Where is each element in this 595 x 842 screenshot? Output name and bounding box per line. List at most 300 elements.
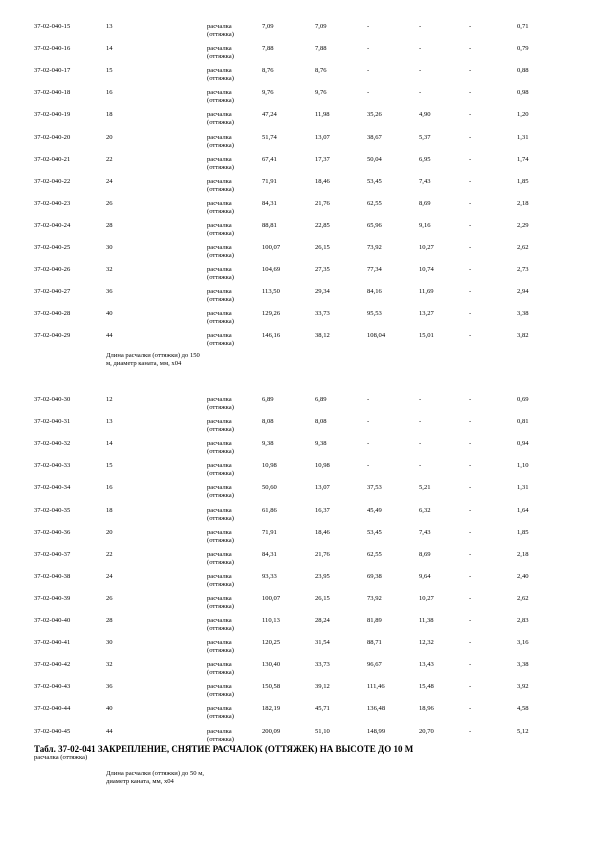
cell-v5: - xyxy=(469,418,472,426)
cell-unit: расчалка (оттяжка) xyxy=(207,440,234,456)
cell-v1: 84,31 xyxy=(262,199,277,207)
table-subtitle: расчалка (оттяжка) xyxy=(34,754,88,761)
table-row xyxy=(0,639,595,661)
cell-v2: 18,46 xyxy=(315,528,330,536)
cell-v4: - xyxy=(419,67,422,75)
cell-unit: расчалка (оттяжка) xyxy=(207,332,234,348)
cell-v6: 1,31 xyxy=(517,484,529,492)
cell-v6: 1,64 xyxy=(517,506,529,514)
cell-v4: 7,43 xyxy=(419,528,431,536)
table-row xyxy=(0,332,595,354)
table-row xyxy=(0,156,595,178)
cell-v6: 1,20 xyxy=(517,111,529,119)
cell-v3: 73,92 xyxy=(367,594,382,602)
cell-v4: - xyxy=(419,462,422,470)
cell-unit: расчалка (оттяжка) xyxy=(207,199,234,215)
cell-v4: 10,27 xyxy=(419,244,434,251)
cell-code: 37-02-040-41 xyxy=(34,639,71,647)
cell-v5: - xyxy=(469,332,472,340)
cell-d: 24 xyxy=(106,177,113,185)
table-row xyxy=(0,661,595,683)
cell-v6: 2,18 xyxy=(517,199,529,207)
cell-code: 37-02-040-19 xyxy=(34,111,71,119)
cell-v6: 3,38 xyxy=(517,310,529,318)
cell-v4: 5,37 xyxy=(419,133,431,141)
cell-v2: 21,76 xyxy=(315,550,330,558)
cell-v2: 39,12 xyxy=(315,683,330,691)
cell-v3: 108,04 xyxy=(367,332,386,340)
table-row xyxy=(0,310,595,332)
cell-d: 20 xyxy=(106,528,113,536)
cell-unit: расчалка (оттяжка) xyxy=(207,23,234,38)
cell-v2: 16,37 xyxy=(315,506,330,514)
table-row xyxy=(0,396,595,418)
cell-v1: 104,69 xyxy=(262,266,281,274)
cell-v2: 13,07 xyxy=(315,484,330,492)
cell-unit: расчалка (оттяжка) xyxy=(207,462,234,478)
cell-v4: 11,69 xyxy=(419,288,434,296)
cell-v2: 10,98 xyxy=(315,462,330,470)
table-row xyxy=(0,45,595,67)
cell-v6: 0,98 xyxy=(517,89,529,97)
cell-d: 26 xyxy=(106,594,113,602)
cell-v3: - xyxy=(367,23,370,30)
cell-d: 28 xyxy=(106,221,113,229)
cell-d: 13 xyxy=(106,418,113,426)
cell-v6: 2,29 xyxy=(517,221,529,229)
cell-v4: 18,96 xyxy=(419,705,434,713)
cell-code: 37-02-040-35 xyxy=(34,506,71,514)
cell-v2: 7,09 xyxy=(315,23,327,30)
cell-d: 16 xyxy=(106,89,113,97)
cell-v1: 84,31 xyxy=(262,550,277,558)
cell-unit: расчалка (оттяжка) xyxy=(207,661,234,677)
cell-v5: - xyxy=(469,528,472,536)
cell-v2: 22,85 xyxy=(315,221,330,229)
cell-v6: 1,74 xyxy=(517,155,529,163)
cell-v4: - xyxy=(419,45,422,53)
cell-v2: 38,12 xyxy=(315,332,330,340)
cell-v2: 7,88 xyxy=(315,45,327,53)
cell-v4: 9,16 xyxy=(419,221,431,229)
cell-v5: - xyxy=(469,617,472,624)
cell-v4: 11,38 xyxy=(419,617,434,624)
cell-d: 14 xyxy=(106,440,113,448)
cell-v5: - xyxy=(469,484,472,492)
cell-v5: - xyxy=(469,727,472,735)
cell-v1: 71,91 xyxy=(262,528,277,536)
cell-d: 13 xyxy=(106,23,113,30)
cell-v1: 110,13 xyxy=(262,617,280,624)
cell-v4: 5,21 xyxy=(419,484,431,492)
cell-d: 32 xyxy=(106,266,113,274)
cell-d: 44 xyxy=(106,727,113,735)
cell-v5: - xyxy=(469,244,472,251)
cell-code: 37-02-040-25 xyxy=(34,244,71,251)
cell-v6: 0,71 xyxy=(517,23,529,30)
table-row xyxy=(0,683,595,705)
cell-v6: 3,16 xyxy=(517,639,529,647)
cell-unit: расчалка (оттяжка) xyxy=(207,244,234,259)
cell-v5: - xyxy=(469,266,472,274)
table-row xyxy=(0,23,595,45)
cell-code: 37-02-040-23 xyxy=(34,199,71,207)
cell-code: 37-02-040-37 xyxy=(34,550,71,558)
cell-v1: 9,38 xyxy=(262,440,274,448)
cell-v4: 12,32 xyxy=(419,639,434,647)
cell-v1: 93,33 xyxy=(262,572,277,580)
cell-code: 37-02-040-30 xyxy=(34,396,71,403)
cell-v1: 7,88 xyxy=(262,45,274,53)
cell-d: 36 xyxy=(106,683,113,691)
cell-v5: - xyxy=(469,705,472,713)
cell-v1: 129,26 xyxy=(262,310,281,318)
cell-v2: 9,38 xyxy=(315,440,327,448)
cell-v2: 9,76 xyxy=(315,89,327,97)
cell-v3: 37,53 xyxy=(367,484,382,492)
cell-v3: 53,45 xyxy=(367,528,382,536)
cell-code: 37-02-040-36 xyxy=(34,528,71,536)
cell-v5: - xyxy=(469,639,472,647)
cell-v6: 0,69 xyxy=(517,396,529,403)
cell-v3: 73,92 xyxy=(367,244,382,251)
cell-unit: расчалка (оттяжка) xyxy=(207,506,234,522)
cell-v2: 45,71 xyxy=(315,705,330,713)
cell-code: 37-02-040-29 xyxy=(34,332,71,340)
cell-v6: 3,82 xyxy=(517,332,529,340)
cell-v1: 61,86 xyxy=(262,506,277,514)
table-row xyxy=(0,507,595,529)
table-row xyxy=(0,222,595,244)
cell-v3: 62,55 xyxy=(367,550,382,558)
cell-v2: 33,73 xyxy=(315,310,330,318)
cell-v4: - xyxy=(419,418,422,426)
cell-v3: 62,55 xyxy=(367,199,382,207)
cell-code: 37-02-040-26 xyxy=(34,266,71,274)
cell-v2: 18,46 xyxy=(315,177,330,185)
table-row xyxy=(0,244,595,266)
cell-d: 18 xyxy=(106,506,113,514)
cell-v4: - xyxy=(419,440,422,448)
cell-v5: - xyxy=(469,199,472,207)
cell-v6: 2,40 xyxy=(517,572,529,580)
cell-v3: - xyxy=(367,45,370,53)
cell-unit: расчалка (оттяжка) xyxy=(207,617,234,632)
cell-d: 24 xyxy=(106,572,113,580)
cell-v6: 2,94 xyxy=(517,288,529,296)
cell-v3: 65,96 xyxy=(367,221,382,229)
cell-unit: расчалка (оттяжка) xyxy=(207,528,234,544)
table-row xyxy=(0,617,595,639)
cell-v2: 17,37 xyxy=(315,155,330,163)
cell-code: 37-02-040-44 xyxy=(34,705,71,713)
cell-v2: 28,24 xyxy=(315,617,330,624)
cell-d: 32 xyxy=(106,661,113,669)
cell-v6: 1,85 xyxy=(517,528,529,536)
cell-d: 28 xyxy=(106,617,113,624)
cell-v3: - xyxy=(367,418,370,426)
cell-v5: - xyxy=(469,177,472,185)
cell-v5: - xyxy=(469,440,472,448)
cell-v3: 148,99 xyxy=(367,727,386,735)
cell-v3: 38,67 xyxy=(367,133,382,141)
cell-unit: расчалка (оттяжка) xyxy=(207,639,234,655)
cell-code: 37-02-040-22 xyxy=(34,177,71,185)
cell-v5: - xyxy=(469,572,472,580)
table-row xyxy=(0,705,595,727)
table-row xyxy=(0,67,595,89)
cell-d: 15 xyxy=(106,462,113,470)
table-row xyxy=(0,288,595,310)
cell-v6: 5,12 xyxy=(517,727,529,735)
cell-unit: расчалка (оттяжка) xyxy=(207,572,234,588)
cell-v3: 111,46 xyxy=(367,683,385,691)
cell-v1: 130,40 xyxy=(262,661,281,669)
section-note-150m: Длина расчалки (оттяжки) до 150 м, диаметр каната, мм, х04 xyxy=(106,352,200,367)
cell-v3: - xyxy=(367,462,370,470)
cell-v1: 9,76 xyxy=(262,89,274,97)
cell-v4: 6,95 xyxy=(419,155,431,163)
table-row xyxy=(0,200,595,222)
cell-v5: - xyxy=(469,550,472,558)
cell-v6: 0,94 xyxy=(517,440,529,448)
cell-code: 37-02-040-39 xyxy=(34,594,71,602)
cell-v6: 2,62 xyxy=(517,594,529,602)
cell-unit: расчалка (оттяжка) xyxy=(207,594,234,610)
cell-v4: 20,70 xyxy=(419,727,434,735)
cell-code: 37-02-040-40 xyxy=(34,617,71,624)
cell-v4: 10,74 xyxy=(419,266,434,274)
cell-v3: 69,38 xyxy=(367,572,382,580)
cell-d: 14 xyxy=(106,45,113,53)
cell-v5: - xyxy=(469,506,472,514)
cell-v3: 77,34 xyxy=(367,266,382,274)
cell-v3: 96,67 xyxy=(367,661,382,669)
cell-v4: 15,48 xyxy=(419,683,434,691)
cell-v4: 6,32 xyxy=(419,506,431,514)
cell-v5: - xyxy=(469,310,472,318)
cell-v5: - xyxy=(469,23,472,30)
cell-v3: 84,16 xyxy=(367,288,382,296)
cell-v2: 26,15 xyxy=(315,594,330,602)
cell-code: 37-02-040-17 xyxy=(34,67,71,75)
cell-d: 26 xyxy=(106,199,113,207)
cell-v6: 1,85 xyxy=(517,177,529,185)
cell-unit: расчалка (оттяжка) xyxy=(207,89,234,105)
cell-v2: 21,76 xyxy=(315,199,330,207)
cell-v4: - xyxy=(419,23,422,30)
cell-code: 37-02-040-43 xyxy=(34,683,71,691)
table-row xyxy=(0,462,595,484)
cell-d: 36 xyxy=(106,288,113,296)
cell-v1: 113,50 xyxy=(262,288,280,296)
cell-v4: 13,27 xyxy=(419,310,434,318)
cell-unit: расчалка (оттяжка) xyxy=(207,177,234,193)
cell-code: 37-02-040-32 xyxy=(34,440,71,448)
cell-v3: 88,71 xyxy=(367,639,382,647)
cell-d: 20 xyxy=(106,133,113,141)
cell-v6: 3,38 xyxy=(517,661,529,669)
cell-code: 37-02-040-31 xyxy=(34,418,71,426)
cell-v1: 100,07 xyxy=(262,244,281,251)
cell-v6: 0,88 xyxy=(517,67,529,75)
cell-code: 37-02-040-21 xyxy=(34,155,71,163)
cell-v5: - xyxy=(469,111,472,119)
cell-v6: 0,79 xyxy=(517,45,529,53)
cell-v2: 8,76 xyxy=(315,67,327,75)
cell-v2: 51,10 xyxy=(315,727,330,735)
cell-v5: - xyxy=(469,89,472,97)
table-row xyxy=(0,551,595,573)
table-row xyxy=(0,266,595,288)
cell-code: 37-02-040-24 xyxy=(34,221,71,229)
cell-v6: 4,58 xyxy=(517,705,529,713)
cell-v1: 6,89 xyxy=(262,396,274,403)
cell-v2: 13,07 xyxy=(315,133,330,141)
cell-v2: 23,95 xyxy=(315,572,330,580)
cell-v4: 13,43 xyxy=(419,661,434,669)
cell-v2: 6,89 xyxy=(315,396,327,403)
table-row xyxy=(0,134,595,156)
cell-code: 37-02-040-18 xyxy=(34,89,71,97)
cell-v4: 8,69 xyxy=(419,550,431,558)
cell-v1: 146,16 xyxy=(262,332,281,340)
cell-v4: 15,01 xyxy=(419,332,434,340)
cell-v2: 31,54 xyxy=(315,639,330,647)
cell-d: 22 xyxy=(106,155,113,163)
cell-v3: 50,04 xyxy=(367,155,382,163)
cell-unit: расчалка (оттяжка) xyxy=(207,221,234,237)
cell-v1: 200,09 xyxy=(262,727,281,735)
cell-code: 37-02-040-15 xyxy=(34,23,71,30)
cell-code: 37-02-040-27 xyxy=(34,288,71,296)
cell-unit: расчалка (оттяжка) xyxy=(207,550,234,566)
cell-v5: - xyxy=(469,594,472,602)
cell-unit: расчалка (оттяжка) xyxy=(207,418,234,434)
cell-v5: - xyxy=(469,45,472,53)
cell-v5: - xyxy=(469,462,472,470)
table-row xyxy=(0,484,595,506)
table-title: Табл. 37-02-041 ЗАКРЕПЛЕНИЕ, СНЯТИЕ РАСЧАЛОК (ОТТЯЖЕК) НА ВЫСОТЕ ДО 10 М xyxy=(34,744,414,754)
cell-code: 37-02-040-33 xyxy=(34,462,71,470)
table-row xyxy=(0,573,595,595)
cell-v1: 10,98 xyxy=(262,462,277,470)
cell-v6: 2,18 xyxy=(517,550,529,558)
cell-unit: расчалка (оттяжка) xyxy=(207,111,234,127)
cell-d: 12 xyxy=(106,396,113,403)
cell-v6: 2,73 xyxy=(517,266,529,274)
cell-v5: - xyxy=(469,155,472,163)
cell-v2: 8,08 xyxy=(315,418,327,426)
cell-unit: расчалка (оттяжка) xyxy=(207,288,234,304)
cell-v1: 182,19 xyxy=(262,705,281,713)
cell-v4: 4,90 xyxy=(419,111,431,119)
cell-v5: - xyxy=(469,67,472,75)
cell-unit: расчалка (оттяжка) xyxy=(207,705,234,721)
cell-unit: расчалка (оттяжка) xyxy=(207,45,234,61)
cell-v6: 1,10 xyxy=(517,462,529,470)
cell-unit: расчалка (оттяжка) xyxy=(207,484,234,500)
cell-v5: - xyxy=(469,133,472,141)
cell-v1: 67,41 xyxy=(262,155,277,163)
cell-v4: 7,43 xyxy=(419,177,431,185)
cell-v3: - xyxy=(367,89,370,97)
cell-v5: - xyxy=(469,661,472,669)
cell-v5: - xyxy=(469,683,472,691)
cell-d: 30 xyxy=(106,639,113,647)
cell-d: 18 xyxy=(106,111,113,119)
table-row xyxy=(0,418,595,440)
cell-v1: 100,07 xyxy=(262,594,281,602)
cell-v4: 8,69 xyxy=(419,199,431,207)
cell-v6: 1,31 xyxy=(517,133,529,141)
cell-v1: 150,58 xyxy=(262,683,281,691)
cell-v4: 10,27 xyxy=(419,594,434,602)
cell-v2: 29,34 xyxy=(315,288,330,296)
cell-v1: 120,25 xyxy=(262,639,281,647)
cell-v5: - xyxy=(469,221,472,229)
cell-unit: расчалка (оттяжка) xyxy=(207,683,234,699)
cell-v6: 3,92 xyxy=(517,683,529,691)
cell-v1: 71,91 xyxy=(262,177,277,185)
cell-d: 30 xyxy=(106,244,113,251)
cell-unit: расчалка (оттяжка) xyxy=(207,310,234,326)
cell-v1: 88,81 xyxy=(262,221,277,229)
cell-v3: 53,45 xyxy=(367,177,382,185)
cell-v2: 26,15 xyxy=(315,244,330,251)
cell-d: 40 xyxy=(106,705,113,713)
table-row xyxy=(0,440,595,462)
cell-d: 16 xyxy=(106,484,113,492)
cell-v6: 2,83 xyxy=(517,617,529,624)
cell-code: 37-02-040-45 xyxy=(34,727,71,735)
cell-unit: расчалка (оттяжка) xyxy=(207,266,234,282)
cell-v1: 47,24 xyxy=(262,111,277,119)
cell-v2: 33,73 xyxy=(315,661,330,669)
cell-d: 15 xyxy=(106,67,113,75)
cell-unit: расчалка (оттяжка) xyxy=(207,727,234,743)
cell-code: 37-02-040-34 xyxy=(34,484,71,492)
table-row xyxy=(0,595,595,617)
cell-v3: 45,49 xyxy=(367,506,382,514)
cell-v2: 11,98 xyxy=(315,111,330,119)
table-row xyxy=(0,111,595,133)
cell-v4: - xyxy=(419,396,422,403)
cell-d: 22 xyxy=(106,550,113,558)
cell-code: 37-02-040-28 xyxy=(34,310,71,318)
cell-v3: 81,89 xyxy=(367,617,382,624)
cell-v2: 27,35 xyxy=(315,266,330,274)
cell-unit: расчалка (оттяжка) xyxy=(207,155,234,171)
cell-v1: 8,76 xyxy=(262,67,274,75)
cell-v1: 7,09 xyxy=(262,23,274,30)
cell-v4: 9,64 xyxy=(419,572,431,580)
cell-v5: - xyxy=(469,396,472,403)
cell-v3: - xyxy=(367,67,370,75)
section-note-50m: Длина расчалки (оттяжки) до 50 м, диаметр каната, мм, х04 xyxy=(106,770,205,785)
cell-unit: расчалка (оттяжка) xyxy=(207,67,234,83)
cell-v3: - xyxy=(367,396,370,403)
cell-v3: 95,53 xyxy=(367,310,382,318)
cell-v3: 35,26 xyxy=(367,111,382,119)
cell-v4: - xyxy=(419,89,422,97)
table-row xyxy=(0,529,595,551)
cell-code: 37-02-040-20 xyxy=(34,133,71,141)
cell-unit: расчалка (оттяжка) xyxy=(207,396,234,411)
cell-v6: 2,62 xyxy=(517,244,529,251)
cell-v1: 51,74 xyxy=(262,133,277,141)
cell-d: 40 xyxy=(106,310,113,318)
